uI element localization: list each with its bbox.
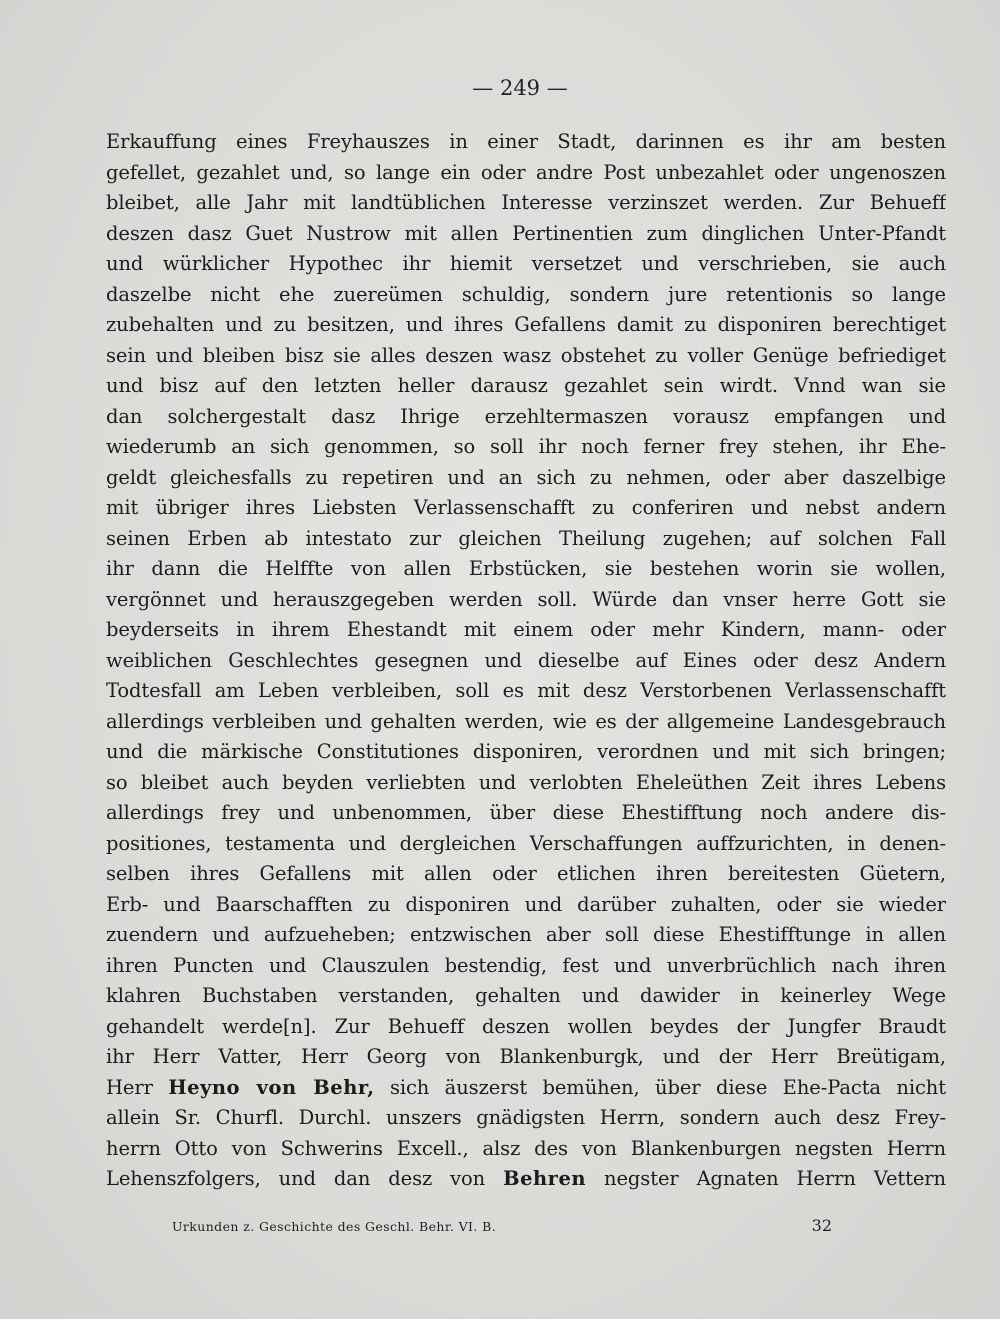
text-line: Erb- und Baarschafften zu disponiren und darüber zuhalten, oder sie wieder (106, 892, 946, 916)
text-line: und bisz auf den letzten heller darausz gezahlet sein wirdt. Vnnd wan sie (106, 374, 946, 397)
text-line: wiederumb an sich genommen, so soll ihr noch ferner frey stehen, ihr Ehe- (106, 435, 946, 458)
text-line: bleibet, alle Jahr mit landtüblichen Interesse verzinszet werden. Zur Behueff (106, 191, 946, 214)
text-line: allerdings verbleiben und gehalten werden, wie es der allgemeine Landesgebrauch (106, 709, 946, 733)
footer-signature: 32 (811, 1216, 832, 1235)
text-line: Todtesfall am Leben verbleiben, soll es mit desz Verstorbenen Verlassenschafft (106, 679, 946, 702)
text-line: herrn Otto von Schwerins Excell., alsz des von Blankenburgen negsten Herrn (106, 1136, 946, 1160)
text-line: ihren Puncten und Clauszulen bestendig, fest und unverbrüchlich nach ihren (106, 953, 946, 977)
text-line: daszelbe nicht ehe zuereümen schuldig, sondern jure retentionis so lange (106, 282, 946, 306)
text-line: positiones, testamenta und dergleichen Verschaffungen auffzurichten, in denen- (106, 831, 946, 855)
text-line: und die märkische Constitutiones disponiren, verordnen und mit sich bringen; (106, 740, 946, 763)
text-segment: Lehenszfolgers, und dan desz von (106, 1167, 504, 1190)
text-line: deszen dasz Guet Nustrow mit allen Pertinentien zum dinglichen Unter-Pfandt (106, 221, 946, 245)
text-segment: sich äuszerst bemühen, über diese Ehe-Pacta nicht (374, 1075, 946, 1099)
footer (172, 1216, 832, 1235)
text-line (106, 1164, 946, 1195)
text-line: weiblichen Geschlechtes gesegnen und dieselbe auf Eines oder desz Andern (106, 648, 946, 672)
text-line: dan solchergestalt dasz Ihrige erzehltermaszen vorausz empfangen und (106, 404, 946, 428)
text-line: seinen Erben ab intestato zur gleichen Theilung zugehen; auf solchen Fall (106, 526, 946, 550)
page-number: — 249 — (472, 76, 568, 100)
text-line: vergönnet und herauszgegeben werden soll. Würde dan vnser herre Gott sie (106, 587, 946, 611)
text-line: beyderseits in ihrem Ehestandt mit einem oder mehr Kindern, mann- oder (106, 618, 946, 641)
text-line: zuendern und aufzueheben; entzwischen aber soll diese Ehestifftunge in allen (106, 923, 946, 946)
text-line: Erkauffung eines Freyhauszes in einer Stadt, darinnen es ihr am besten (106, 130, 946, 153)
text-line: allein Sr. Churfl. Durchl. unszers gnädigsten Herrn, sondern auch desz Frey- (106, 1106, 946, 1129)
text-line: so bleibet auch beyden verliebten und verlobten Eheleüthen Zeit ihres Lebens (106, 770, 946, 794)
bold-name: Heyno von Behr, (168, 1075, 375, 1099)
bold-name: Behren (503, 1167, 587, 1190)
text-line: und würklicher Hypothec ihr hiemit versetzet und verschrieben, sie auch (106, 252, 946, 275)
text-line: klahren Buchstaben verstanden, gehalten und dawider in keinerley Wege (106, 984, 946, 1007)
text-line: gehandelt werde[n]. Zur Behueff deszen wollen beydes der Jungfer Braudt (106, 1014, 946, 1038)
text-line (106, 1073, 946, 1104)
footer-reference: Urkunden z. Geschichte des Geschl. Behr. VI. B. (172, 1219, 497, 1234)
text-line: selben ihres Gefallens mit allen oder etlichen ihren bereitesten Güetern, (106, 862, 946, 885)
text-line: mit übriger ihres Liebsten Verlassenschafft zu conferiren und nebst andern (106, 496, 946, 519)
text-line: allerdings frey und unbenommen, über diese Ehestifftung noch andere dis- (106, 801, 946, 824)
text-line: geldt gleichesfalls zu repetiren und an sich zu nehmen, oder aber daszelbige (106, 465, 946, 489)
text-segment: Herr (106, 1075, 169, 1099)
text-line: sein und bleiben bisz sie alles deszen wasz obstehet zu voller Genüge befriediget (106, 343, 946, 367)
text-line: ihr dann die Helffte von allen Erbstücken, sie bestehen worin sie wollen, (106, 557, 946, 580)
text-line: zubehalten und zu besitzen, und ihres Gefallens damit zu disponiren berechtiget (106, 313, 946, 336)
text-line: ihr Herr Vatter, Herr Georg von Blankenburgk, und der Herr Breütigam, (106, 1045, 946, 1068)
text-segment: negster Agnaten Herrn Vettern (586, 1167, 946, 1190)
body-text (106, 127, 946, 1195)
text-line: gefellet, gezahlet und, so lange ein oder andre Post unbezahlet oder ungenoszen (106, 160, 946, 184)
